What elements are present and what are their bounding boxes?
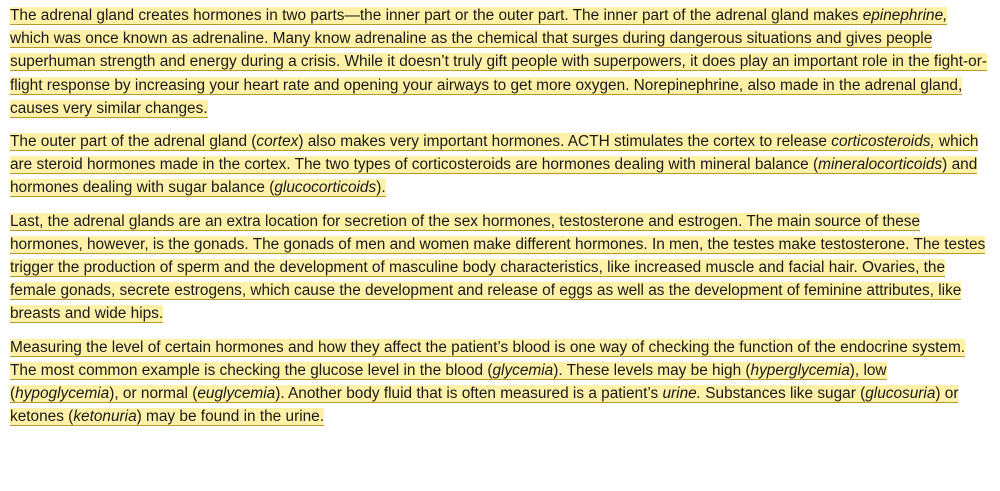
paragraph-sex-hormones (10, 210, 990, 326)
term-glycemia: glycemia (492, 361, 554, 379)
term-corticosteroids: corticosteroids, (831, 133, 935, 151)
paragraph-measuring-hormones (10, 336, 990, 429)
text-span: which are steroid hormones made in the cortex. The two types of corticosteroids are hormones dealing with mineral balance ( (10, 133, 979, 174)
text-span: ). Another body fluid that is often measured is a patient’s (275, 385, 663, 403)
highlighted-text[interactable] (10, 339, 965, 427)
text-span: Substances like sugar ( (700, 385, 866, 403)
paragraph-adrenal-inner (10, 4, 990, 120)
term-ketonuria: ketonuria (73, 408, 137, 426)
text-span: ), low ( (10, 361, 887, 403)
text-span: Measuring the level of certain hormones and how they affect the patient’s blood is one way of checking the function of the endocrine system. The most common example is checking the glucose level in the blood ( (10, 338, 966, 379)
term-euglycemia: euglycemia (197, 385, 276, 403)
highlighted-text[interactable] (10, 133, 978, 197)
term-urine: urine. (662, 385, 701, 403)
text-span: ) may be found in the urine. (136, 408, 325, 426)
term-epinephrine: epinephrine, (862, 7, 948, 24)
text-span: ) and hormones dealing with sugar balance ( (10, 156, 978, 197)
term-glucocorticoids: glucocorticoids (274, 179, 377, 197)
text-span: The adrenal gland creates hormones in two parts—the inner part or the outer part. The inner part of the adrenal gland makes (10, 7, 863, 24)
text-span: Last, the adrenal glands are an extra location for secretion of the sex hormones, testosterone and estrogen. The main source of these hormones, however, is the gonads. The gonads of men and women make different hormones. In men, the testes make testosterone. The testes trigger the production of sperm and the development of masculine body characteristics, like increased muscle and facial hair. Ovaries, the female gonads, secrete estrogens, which cause the development and release of eggs as well as the development of feminine attributes, like breasts and wide hips. (10, 212, 986, 323)
text-span: ) also makes very important hormones. ACTH stimulates the cortex to release (298, 133, 832, 151)
term-glucosuria: glucosuria (865, 385, 936, 403)
text-span: which was once known as adrenaline. Many know adrenaline as the chemical that surges during dangerous situations and gives people superhuman strength and energy during a crisis. While it doesn’t truly gift people with superpowers, it does play an important role in the fight-or-flight response by increasing your heart rate and opening your airways to get more oxygen. Norepinephrine, also made in the adrenal gland, causes very similar changes. (10, 30, 987, 117)
text-span: ). (376, 179, 386, 197)
term-hypoglycemia: hypoglycemia (15, 385, 110, 403)
text-span: ), or normal ( (109, 385, 198, 403)
text-span: The outer part of the adrenal gland ( (10, 133, 257, 151)
term-mineralocorticoids: mineralocorticoids (818, 156, 943, 174)
paragraph-adrenal-cortex (10, 130, 990, 200)
text-span: ). These levels may be high ( (553, 361, 751, 379)
text-span: ) or ketones ( (10, 385, 959, 426)
term-cortex: cortex (256, 133, 299, 151)
highlighted-text[interactable] (10, 213, 985, 324)
term-hyperglycemia: hyperglycemia (750, 361, 850, 379)
highlighted-text[interactable] (10, 7, 987, 118)
